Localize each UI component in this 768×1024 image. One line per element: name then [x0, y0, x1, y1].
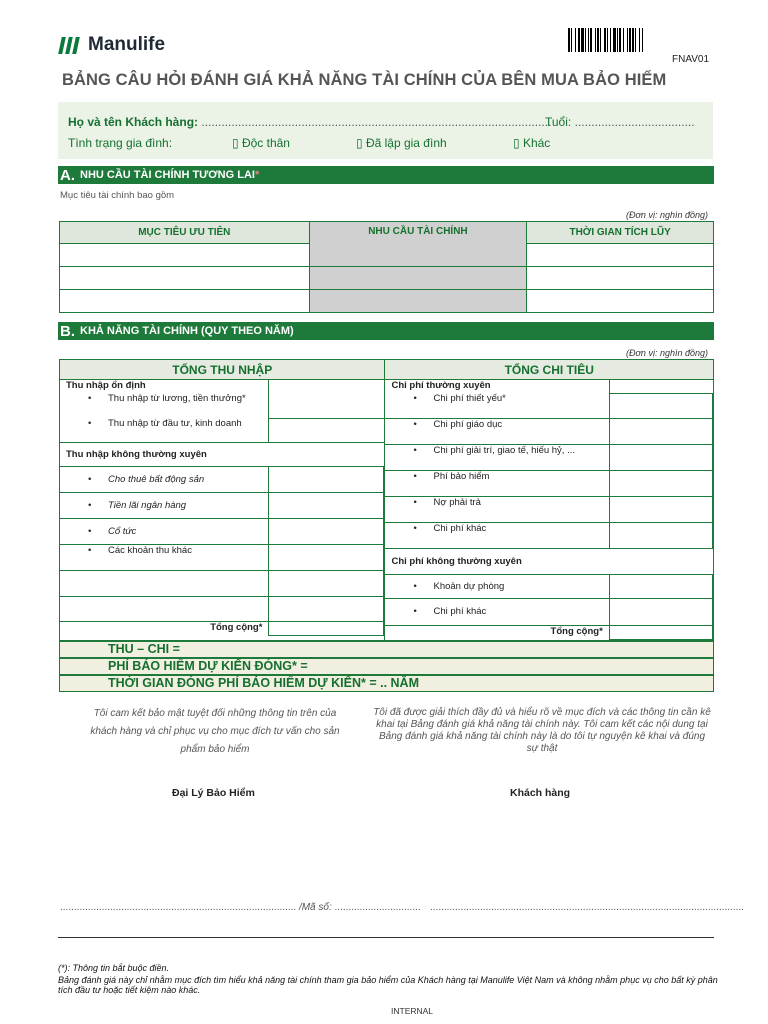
- table-cell[interactable]: [609, 418, 712, 444]
- age-field[interactable]: [545, 115, 695, 129]
- brand-name: Manulife: [88, 34, 166, 55]
- table-cell[interactable]: [527, 267, 714, 290]
- list-item: • Cổ tức: [60, 518, 269, 544]
- list-item: • Khoản dự phòng: [385, 574, 609, 598]
- list-item: • Nợ phải trả: [385, 496, 609, 522]
- customer-info-box: [58, 102, 713, 159]
- table-cell[interactable]: [269, 518, 384, 544]
- table-cell[interactable]: [60, 267, 310, 290]
- list-item: • Các khoản thu khác: [60, 544, 269, 570]
- divider: [58, 937, 714, 938]
- page-title: BẢNG CÂU HỎI ĐÁNH GIÁ KHẢ NĂNG TÀI CHÍNH CỦA BÊN MUA BẢO HIỂM: [62, 71, 667, 89]
- customer-signature-label: Khách hàng: [510, 787, 571, 799]
- goals-header-priority: MỤC TIÊU ƯU TIÊN: [60, 222, 310, 244]
- income-list: [60, 380, 384, 636]
- table-cell[interactable]: [269, 418, 384, 442]
- section-b-title: KHẢ NĂNG TÀI CHÍNH (QUY THEO NĂM): [80, 325, 294, 337]
- form-code: FNAV01: [672, 54, 710, 65]
- expense-header: TỔNG CHI TIÊU: [385, 360, 714, 380]
- table-cell[interactable]: [309, 267, 527, 290]
- table-cell[interactable]: [60, 596, 269, 621]
- table-cell[interactable]: [609, 470, 712, 496]
- expense-total-label: Tổng cộng*: [550, 625, 603, 637]
- option-married[interactable]: ▯ Đã lập gia đình: [356, 136, 447, 150]
- table-cell[interactable]: [609, 393, 712, 418]
- income-unstable-label: Thu nhập không thường xuyên: [60, 442, 384, 466]
- list-item: • Tiền lãi ngân hàng: [60, 492, 269, 518]
- table-cell[interactable]: [269, 570, 384, 596]
- section-a-subtitle: Mục tiêu tài chính bao gồm: [60, 190, 175, 201]
- section-a-header: [58, 166, 714, 184]
- manulife-logo: [60, 34, 165, 56]
- income-header: TỔNG THU NHẬP: [60, 360, 385, 380]
- table-cell[interactable]: [309, 290, 527, 313]
- agent-signature-line[interactable]: [60, 902, 421, 913]
- table-cell[interactable]: [269, 544, 384, 570]
- table-cell[interactable]: [609, 522, 712, 548]
- customer-name-field[interactable]: [68, 115, 551, 129]
- summary-payment-term[interactable]: THỜI GIAN ĐÓNG PHÍ BẢO HIỂM DỰ KIẾN* = .. NĂM: [59, 675, 714, 692]
- list-item: • Chi phí thiết yếu*: [385, 393, 609, 418]
- barcode-icon: [568, 28, 716, 52]
- income-total-label: Tổng cộng*: [210, 621, 263, 633]
- checkbox-icon[interactable]: ▯: [513, 136, 523, 150]
- table-cell[interactable]: [609, 496, 712, 522]
- checkbox-icon[interactable]: ▯: [232, 136, 242, 150]
- customer-signature-line[interactable]: .................................................................................................................: [430, 902, 744, 913]
- list-item: • Chi phí khác: [385, 598, 609, 625]
- goals-header-time: THỜI GIAN TÍCH LŨY: [527, 222, 714, 244]
- income-total-cell[interactable]: [269, 621, 384, 635]
- section-a-letter: A.: [60, 166, 75, 184]
- agent-commitment: Tôi cam kết bảo mật tuyệt đối những thông tin trên của khách hàng và chỉ phục vụ cho mục đích tư vấn cho sản phẩm bảo hiểm: [90, 708, 340, 755]
- table-cell[interactable]: [609, 444, 712, 470]
- table-cell[interactable]: [609, 598, 712, 625]
- required-star: *: [254, 169, 260, 181]
- customer-name-dots: .........................................................................................................: [201, 115, 552, 129]
- option-single[interactable]: ▯ Độc thân: [232, 136, 290, 150]
- list-item: • Thu nhập từ đầu tư, kinh doanh: [60, 418, 269, 442]
- table-cell[interactable]: [269, 466, 384, 492]
- agent-signature-label: Đại Lý Bảo Hiểm: [172, 787, 255, 799]
- list-item: • Chi phí giải trí, giao tế, hiếu hỷ, ...: [385, 444, 609, 470]
- classification-label: INTERNAL: [391, 1006, 434, 1016]
- section-a-unit: (Đơn vị: nghìn đồng): [626, 210, 708, 220]
- finance-table: [59, 359, 714, 641]
- goals-table: [59, 221, 714, 313]
- agent-code-dots: ...............................: [334, 902, 421, 913]
- income-stable-label: Thu nhập ổn định: [66, 380, 146, 391]
- age-label: Tuổi:: [545, 115, 572, 129]
- list-item: • Chi phí khác: [385, 522, 609, 548]
- table-cell[interactable]: [60, 244, 310, 267]
- table-cell[interactable]: [527, 244, 714, 267]
- list-item: • Chi phí giáo dục: [385, 418, 609, 444]
- manulife-logo-icon: [60, 37, 78, 54]
- expense-irregular-label: Chi phí không thường xuyên: [385, 548, 712, 574]
- table-cell[interactable]: [269, 492, 384, 518]
- goals-header-need: NHU CẦU TÀI CHÍNH: [309, 222, 527, 267]
- footnote-required: (*): Thông tin bắt buộc điền.: [58, 963, 170, 973]
- list-item: • Cho thuê bất động sản: [60, 466, 269, 492]
- family-status-label: Tình trạng gia đình:: [68, 136, 173, 150]
- barcode-bar: [643, 28, 644, 52]
- section-b-header: [58, 322, 714, 340]
- table-cell[interactable]: [60, 290, 310, 313]
- expense-regular-label: Chi phí thường xuyên: [391, 380, 491, 391]
- agent-signature-dots: .....................................................................................: [60, 902, 297, 913]
- list-item: • Phí bảo hiểm: [385, 470, 609, 496]
- section-b-letter: B.: [60, 322, 75, 340]
- agent-code-label: /Mã số:: [298, 902, 332, 913]
- section-b-unit: (Đơn vị: nghìn đồng): [626, 348, 708, 358]
- summary-balance[interactable]: THU – CHI =: [59, 641, 714, 658]
- customer-commitment: Tôi đã được giải thích đầy đủ và hiểu rõ về mục đích và các thông tin cần kê khai tại Bảng đánh giá khả năng tài chính này. Tôi cam kết các nội dung tại Bảng đánh giá khả năng tài chính này là do tôi tự nguyện kê khai và đúng sự thật: [373, 707, 711, 754]
- checkbox-icon[interactable]: ▯: [356, 136, 366, 150]
- table-cell[interactable]: [269, 393, 384, 418]
- expense-total-cell[interactable]: [609, 625, 712, 639]
- age-dots: ....................................: [574, 115, 695, 129]
- expense-list: [385, 380, 713, 640]
- table-cell[interactable]: [269, 596, 384, 621]
- list-item: • Thu nhập từ lương, tiền thưởng*: [60, 393, 269, 418]
- summary-premium[interactable]: PHÍ BẢO HIỂM DỰ KIẾN ĐÓNG* =: [59, 658, 714, 675]
- footnote-disclaimer: Bảng đánh giá này chỉ nhằm mục đích tìm hiểu khả năng tài chính tham gia bảo hiểm của Khách hàng tại Manulife Việt Nam và không nhằm phục vụ cho bất kỳ phân tích đầu tư hoặc tiết kiệm nào khác.: [58, 975, 718, 995]
- table-cell[interactable]: [527, 290, 714, 313]
- option-other[interactable]: ▯ Khác: [513, 136, 551, 150]
- section-a-title: NHU CẦU TÀI CHÍNH TƯƠNG LAI: [80, 169, 255, 181]
- table-cell[interactable]: [60, 570, 269, 596]
- table-cell[interactable]: [609, 574, 712, 598]
- customer-name-label: Họ và tên Khách hàng:: [68, 115, 199, 129]
